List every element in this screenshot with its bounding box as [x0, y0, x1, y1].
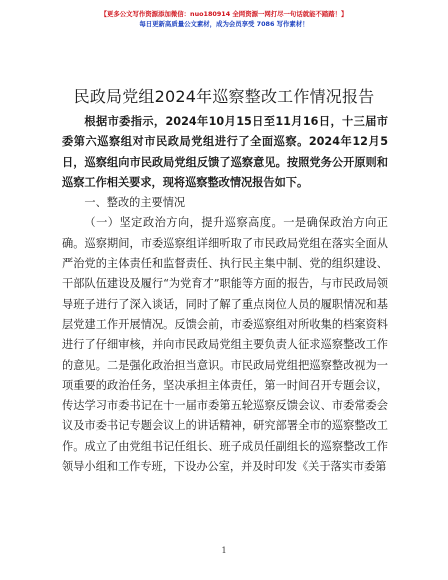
intro-paragraph: 根据市委指示，2024年10月15日至11月16日，十三届市委第六巡察组对市民政局党组进行了全面巡察。2024年12月5日，巡察组向市民政局党组反馈了巡察意见。按照党务公开原则和巡察工作相关要求，现将巡察整改情况报告如下。	[62, 115, 388, 189]
body-paragraph: （一）坚定政治方向，提升巡察高度。一是确保政治方向正确。巡察期间，市委巡察组详细听取了市民政局党组在落实全面从严治党的主体责任和监督责任、执行民主集中制、党的组织建设、干部队伍建设及履行“为党育才”职能等方面的报告，与市民政局领导班子进行了深入谈话，同时了解了重点岗位人员的履职情况和基层党建工作开展情况。反馈会前，市委巡察组对所收集的档案资料进行了仔细审核，并向市民政局党组主要负责人征求巡察整改工作的意见。二是强化政治担当意识。市民政局党组把巡察整改视为一项重要的政治任务，坚决承担主体责任，第一时间召开专题会议，传达学习市委书记在十一届市委第五轮巡察反馈会议、市委常委会议及市委书记专题会议上的讲话精神，研究部署全市的巡察整改工作。成立了由党组书记任组长、班子成员任副组长的巡察整改工作领导小组和工作专班，下设办公室，并及时印发《关于落实市委第	[62, 216, 388, 474]
document-title: 民政局党组2024年巡察整改工作情况报告	[73, 87, 375, 106]
promo-banner-line-2: 每日更新高质量公文素材，成为会员享受 7086 写作素材！	[139, 20, 309, 28]
document-body	[62, 112, 388, 477]
promo-banner	[0, 9, 448, 29]
section-heading: 一、整改的主要情况	[84, 196, 186, 210]
promo-banner-line-1: 【更多公文写作资源添加微信：nuo180914 全网资源一网打尽一句话就能不踏踏！】	[100, 10, 348, 18]
page-number: 1	[221, 546, 227, 555]
